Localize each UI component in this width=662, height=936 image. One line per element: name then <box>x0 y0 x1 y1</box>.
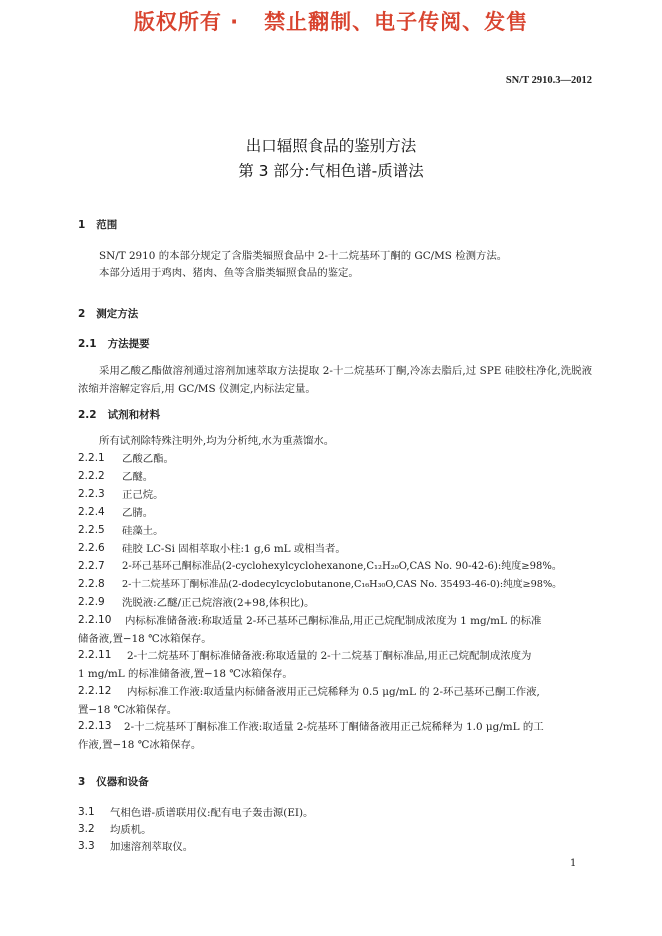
item-number: 3.3 <box>78 840 95 852</box>
item-number: 2.2.10 <box>78 614 112 626</box>
principle-paragraph: 采用乙酸乙酯做溶剂通过溶剂加速萃取方法提取 2-十二烷基环丁酮,冷冻去脂后,过 SPE 硅胶柱净化,洗脱液浓缩并溶解定容后,用 GC/MS 仪测定,内标法定量。 <box>78 365 592 395</box>
scope-paragraph-2: 本部分适用于鸡肉、猪肉、鱼等含脂类辐照食品的鉴定。 <box>99 267 359 279</box>
subsection-heading-principle: 2.1 方法提要 <box>78 338 150 350</box>
item-number: 2.2.8 <box>78 578 105 590</box>
page-number: 1 <box>570 858 577 869</box>
item-text: 2-十二烷基环丁酮标准储备液:称取适量的 2-十二烷基丁酮标准品,用正己烷配制成浓度为 <box>127 650 532 662</box>
item-number: 2.2.9 <box>78 596 105 608</box>
item-text: 均质机。 <box>110 824 152 836</box>
item-text: 加速溶剂萃取仪。 <box>110 841 194 853</box>
item-text: 硅胶 LC-Si 固相萃取小柱:1 g,6 mL 或相当者。 <box>122 543 346 555</box>
document-title: 出口辐照食品的鉴别方法 <box>245 137 417 155</box>
item-text: 乙腈。 <box>122 507 154 519</box>
item-number: 2.2.13 <box>78 720 112 732</box>
item-text: 乙醚。 <box>122 471 154 483</box>
standard-code: SN/T 2910.3—2012 <box>505 75 592 86</box>
item-number: 2.2.7 <box>78 560 105 572</box>
item-text: 2-十二烷基环丁酮标准品(2-dodecylcyclobutanone,C₁₆H₃₀O,CAS No. 35493-46-0):纯度≥98%。 <box>122 579 562 590</box>
item-text: 乙酸乙酯。 <box>122 453 174 465</box>
document-subtitle: 第 3 部分:气相色谱-质谱法 <box>238 162 424 180</box>
item-text-continued: 置−18 ℃冰箱保存。 <box>78 704 178 716</box>
item-text-continued: 储备液,置−18 ℃冰箱保存。 <box>78 633 212 645</box>
item-number: 3.1 <box>78 806 95 818</box>
item-text: 2-十二烷基环丁酮标准工作液:取适量 2-烷基环丁酮储备液用正己烷稀释为 1.0 μg/mL 的工 <box>124 721 544 733</box>
item-number: 2.2.4 <box>78 506 105 518</box>
item-text: 正己烷。 <box>122 489 164 501</box>
section-heading-apparatus: 3 仪器和设备 <box>78 776 149 788</box>
section-heading-method: 2 测定方法 <box>78 308 139 320</box>
section-heading-scope: 1 范围 <box>78 219 118 231</box>
item-number: 3.2 <box>78 823 95 835</box>
reagents-intro: 所有试剂除特殊注明外,均为分析纯,水为重蒸馏水。 <box>99 435 335 447</box>
watermark-banner: 版权所有 · 禁止翻制、电子传阅、发售 <box>133 10 529 34</box>
item-number: 2.2.1 <box>78 452 105 464</box>
item-text: 洗脱液:乙醚/正己烷溶液(2+98,体积比)。 <box>122 597 315 609</box>
subsection-heading-reagents: 2.2 试剂和材料 <box>78 409 161 421</box>
item-text-continued: 1 mg/mL 的标准储备液,置−18 ℃冰箱保存。 <box>78 668 293 680</box>
scope-paragraph-1: SN/T 2910 的本部分规定了含脂类辐照食品中 2-十二烷基环丁酮的 GC/MS 检测方法。 <box>99 250 508 262</box>
item-number: 2.2.11 <box>78 649 112 661</box>
item-number: 2.2.2 <box>78 470 105 482</box>
item-text: 内标标准工作液:取适量内标储备液用正己烷稀释为 0.5 μg/mL 的 2-环己基环己酮工作液, <box>127 686 540 698</box>
item-number: 2.2.12 <box>78 685 112 697</box>
item-number: 2.2.6 <box>78 542 105 554</box>
item-text-continued: 作液,置−18 ℃冰箱保存。 <box>78 739 202 751</box>
item-number: 2.2.3 <box>78 488 105 500</box>
item-text: 硅藻土。 <box>122 525 164 537</box>
item-text: 气相色谱-质谱联用仪:配有电子轰击源(EI)。 <box>110 807 314 819</box>
item-text: 内标标准储备液:称取适量 2-环己基环己酮标准品,用正己烷配制成浓度为 1 mg/mL 的标准 <box>125 615 542 627</box>
item-number: 2.2.5 <box>78 524 105 536</box>
item-text: 2-环己基环己酮标准品(2-cyclohexylcyclohexanone,C₁₂H₂₀O,CAS No. 90-42-6):纯度≥98%。 <box>122 561 562 572</box>
